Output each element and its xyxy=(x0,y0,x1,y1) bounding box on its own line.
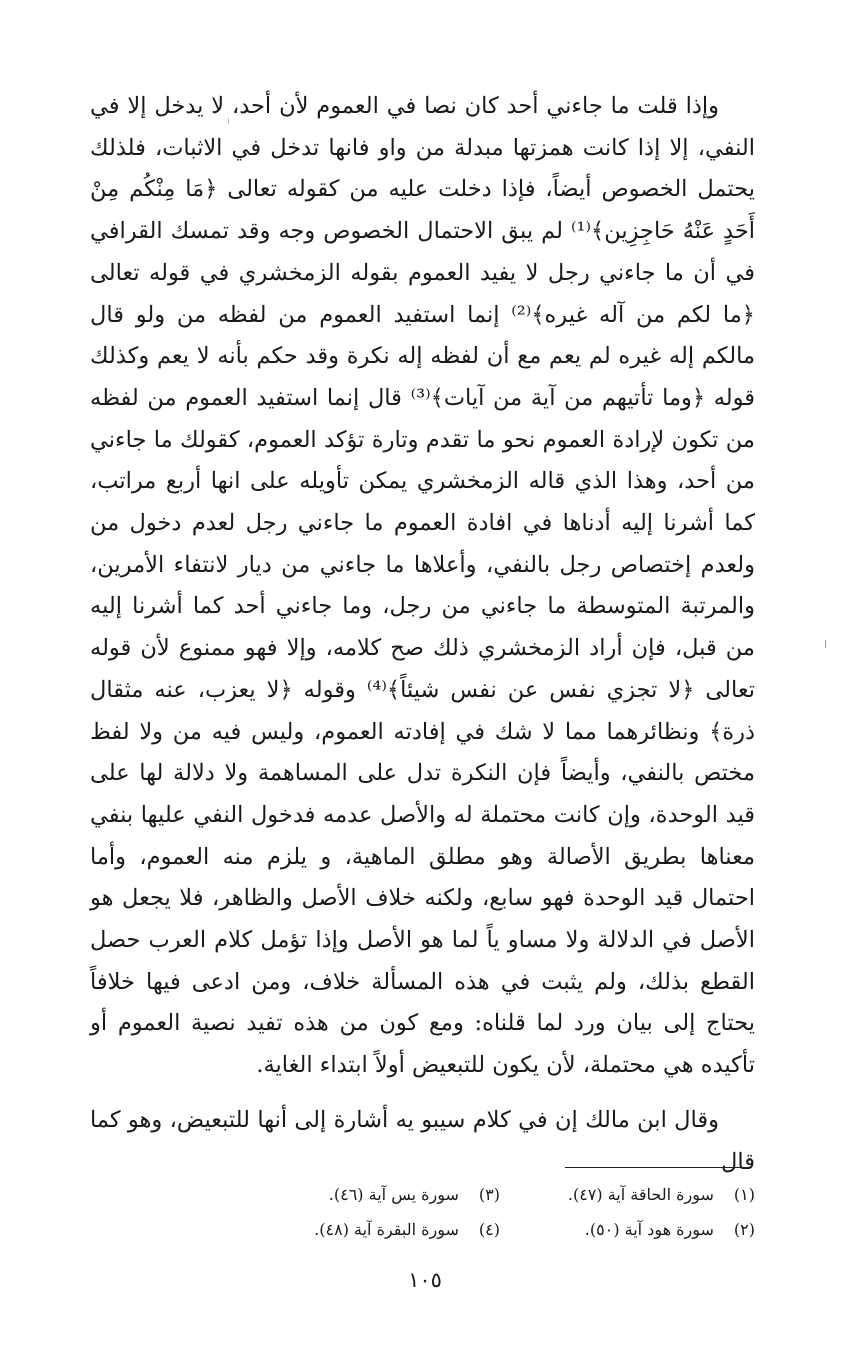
paragraph: وقال ابن مالك إن في كلام سيبو يه أشارة إلى أنها للتبعيض، وهو كما قال xyxy=(90,1106,755,1175)
footnote-text: سورة البقرة آية (٤٨). xyxy=(314,1220,459,1239)
footnote xyxy=(314,1220,500,1240)
footnote-text: سورة الحاقة آية (٤٧). xyxy=(567,1185,714,1204)
footnote-text: سورة يس آية (٤٦). xyxy=(328,1185,459,1204)
footnote-number: (١) xyxy=(733,1185,755,1204)
footnote-number: (٤) xyxy=(478,1220,500,1239)
footnote xyxy=(329,1185,500,1205)
footnote-number: (٢) xyxy=(733,1220,755,1239)
margin-mark xyxy=(825,640,826,648)
footnote-text: سورة هود آية (٥٠). xyxy=(584,1220,714,1239)
footnote xyxy=(568,1185,755,1205)
footnote-number: (٣) xyxy=(478,1185,500,1204)
paragraph: وإذا قلت ما جاءني أحد كان نصا في العموم لأن أحد، لا يدخل إلا في النفي، إلا إذا كانت همزتها مبدلة من واو فانها تدخل في الاثبات، فلذلك يحتمل الخصوص أيضاً، فإذا دخلت عليه من كقوله تعالى ﴿مَا مِنْكُم مِنْ أَحَدٍ عَنْهُ حَاجِزِين﴾⁽¹⁾ لم يبق الاحتمال الخصوص وجه وقد تمسك القرافي في أن ما جاءني رجل لا يفيد العموم بقوله الزمخشري في قوله تعالى ﴿ما لكم من آله غيره﴾⁽²⁾ إنما استفيد العموم من لفظه من ولو قال مالكم إله غيره لم يعم مع أن لفظه إله نكرة وقد حكم بأنه لا يعم وكذلك قوله ﴿وما تأتيهم من آية من آيات﴾⁽³⁾ قال إنما استفيد العموم من لفظه من تكون لإرادة العموم نحو ما تقدم وتارة تؤكد العموم، كقولك ما جاءني من أحد، وهذا الذي قاله الزمخشري يمكن تأويله على انها أربع مراتب، كما أشرنا إليه أدناها في افادة العموم ما جاءني رجل لعدم دخول من ولعدم إختصاص رجل بالنفي، وأعلاها ما جاءني من ديار لانتفاء الأمرين، والمرتبة المتوسطة ما جاءني من رجل، وما جاءني أحد كما أشرنا إليه من قبل، فإن أراد الزمخشري ذلك صح كلامه، وإلا فهو ممنوع لأن قوله تعالى ﴿لا تجزي نفس عن نفس شيئاً﴾⁽⁴⁾ وقوله ﴿لا يعزب، عنه مثقال ذرة﴾ ونظائرهما مما لا شك في إفادته العموم، وليس فيه من ولا لفظ مختص بالنفي، وأيضاً فإن النكرة تدل على المساهمة ولا دلالة لها على قيد الوحدة، وإن كانت محتملة له والأصل عدمه فدخول النفي عليها بنفي معناها بطريق الأصالة وهو مطلق الماهية، و يلزم منه العموم، وأما احتمال قيد الوحدة فهو سابع، ولكنه خلاف الأصل والظاهر، فلا يجعل هو الأصل في الدلالة ولا مساو ياً لما هو الأصل وإذا تؤمل كلام العرب حصل القطع بذلك، ولم يثبت في هذه المسألة خلاف، ومن ادعى فيها خلافاً يحتاج إلى بيان ورد لما قلناه: ومع كون من هذه تفيد نصية العموم أو تأكيده هي محتملة، لأن يكون للتبعيض أولاً ابتداء الغاية. xyxy=(90,93,755,1079)
footnote xyxy=(585,1220,755,1240)
footnote-separator xyxy=(565,1167,750,1168)
page-number: ١٠٥ xyxy=(408,1268,442,1292)
main-text xyxy=(90,86,755,1183)
